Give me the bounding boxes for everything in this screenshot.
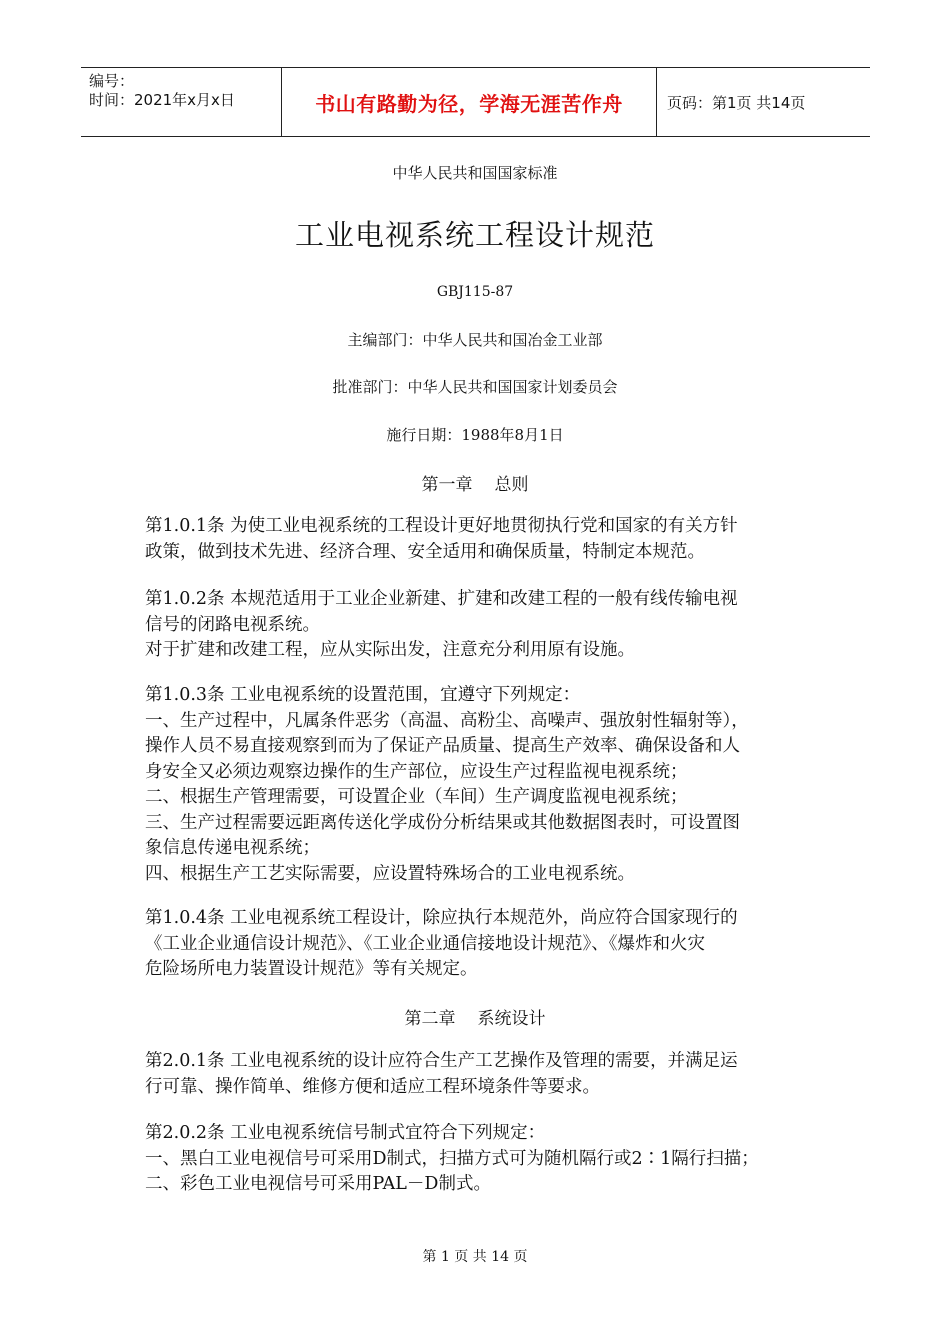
text-line: 第2.0.1条 工业电视系统的设计应符合生产工艺操作及管理的需要，并满足运 xyxy=(145,1051,738,1071)
article-1-0-1 xyxy=(145,514,815,565)
text-line: 二、根据生产管理需要，可设置企业（车间）生产调度监视电视系统； xyxy=(145,787,688,807)
text-line: 二、彩色工业电视信号可采用PAL－D制式。 xyxy=(145,1174,491,1194)
text-line: 一、生产过程中，凡属条件恶劣（高温、高粉尘、高噪声、强放射性辐射等）， xyxy=(145,710,749,731)
chapter-name: 总则 xyxy=(494,475,529,495)
text-line: 一、黑白工业电视信号可采用D制式，扫描方式可为随机隔行或2∶1隔行扫描； xyxy=(145,1148,759,1169)
chapter-heading-1 xyxy=(0,470,950,495)
header-left-cell xyxy=(81,68,281,136)
header-page-cell xyxy=(657,68,870,136)
page-footer: 第 1 页 共 14 页 xyxy=(422,1249,528,1265)
standard-code: GBJ115-87 xyxy=(436,284,514,300)
header-table xyxy=(81,67,870,137)
text-line: 第1.0.2条 本规范适用于工业企业新建、扩建和改建工程的一般有线传输电视 xyxy=(145,589,738,609)
article-1-0-4 xyxy=(145,906,815,983)
text-line: 操作人员不易直接观察到而为了保证产品质量、提高生产效率、确保设备和人 xyxy=(145,736,740,756)
page-info: 页码：第1页 共14页 xyxy=(667,93,806,112)
text-line: 第1.0.4条 工业电视系统工程设计，除应执行本规范外，尚应符合国家现行的 xyxy=(145,908,738,928)
chapter-name: 系统设计 xyxy=(477,1009,546,1029)
text-line: 《工业企业通信设计规范》、《工业企业通信接地设计规范》、《爆炸和火灾 xyxy=(145,933,705,954)
article-2-0-1 xyxy=(145,1049,815,1100)
approver-dept: 批准部门：中华人民共和国国家计划委员会 xyxy=(332,378,618,396)
article-1-0-3 xyxy=(145,683,815,887)
text-line: 第2.0.2条 工业电视系统信号制式宜符合下列规定： xyxy=(145,1123,546,1143)
article-1-0-2 xyxy=(145,587,815,664)
effective-date: 施行日期：1988年8月1日 xyxy=(386,426,564,444)
text-line: 第1.0.3条 工业电视系统的设置范围，宜遵守下列规定： xyxy=(145,685,581,705)
text-line: 危险场所电力装置设计规范》等有关规定。 xyxy=(145,959,478,979)
text-line: 象信息传递电视系统； xyxy=(145,838,320,858)
header-slogan-cell xyxy=(281,68,657,136)
chapter-heading-2 xyxy=(0,1004,950,1029)
slogan: 书山有路勤为径，学海无涯苦作舟 xyxy=(315,91,623,116)
text-line: 四、根据生产工艺实际需要，应设置特殊场合的工业电视系统。 xyxy=(145,863,635,884)
standard-label: 中华人民共和国国家标准 xyxy=(392,164,558,182)
text-line: 对于扩建和改建工程，应从实际出发，注意充分利用原有设施。 xyxy=(145,640,635,660)
text-line: 三、生产过程需要远距离传送化学成份分析结果或其他数据图表时，可设置图 xyxy=(145,812,740,833)
number-label: 编号： xyxy=(89,72,135,90)
editor-dept: 主编部门：中华人民共和国冶金工业部 xyxy=(347,331,603,349)
chapter-number: 第一章 xyxy=(421,475,473,495)
article-2-0-2 xyxy=(145,1121,815,1198)
chapter-number: 第二章 xyxy=(404,1009,456,1029)
text-line: 身安全又必须边观察边操作的生产部位，应设生产过程监视电视系统； xyxy=(145,761,688,782)
text-line: 政策，做到技术先进、经济合理、安全适用和确保质量，特制定本规范。 xyxy=(145,541,705,562)
document-title: 工业电视系统工程设计规范 xyxy=(294,218,655,252)
time-label: 时间：2021年x月x日 xyxy=(89,91,235,109)
text-line: 第1.0.1条 为使工业电视系统的工程设计更好地贯彻执行党和国家的有关方针 xyxy=(145,516,738,536)
text-line: 信号的闭路电视系统。 xyxy=(145,614,320,635)
text-line: 行可靠、操作简单、维修方便和适应工程环境条件等要求。 xyxy=(145,1076,600,1097)
